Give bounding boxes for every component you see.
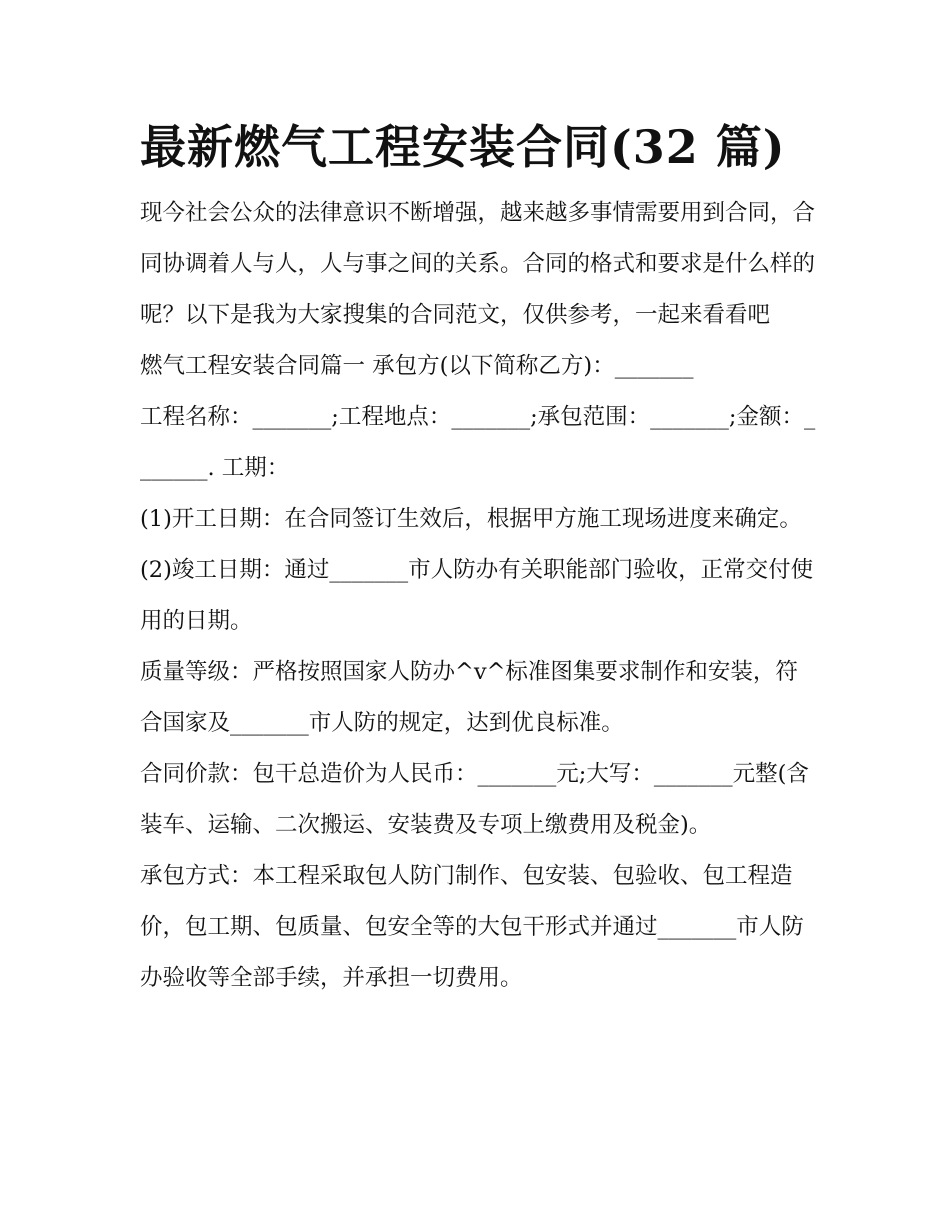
contract-heading-line: 燃气工程安装合同篇一 承包方(以下简称乙方)：_______	[140, 353, 694, 379]
price-paragraph: 合同价款：包干总造价为人民币：_______元;大写：_______元整(含装车、运输、二次搬运、安装费及专项上缴费用及税金)。	[140, 761, 809, 838]
contract-method-paragraph: 承包方式：本工程采取包人防门制作、包安装、包验收、包工程造价，包工期、包质量、包安全等的大包干形式并通过_______市人防办验收等全部手续，并承担一切费用。	[140, 863, 804, 991]
project-info-paragraph: 工程名称：_______;工程地点：_______;承包范围：_______;金额：_______. 工期：	[140, 404, 816, 481]
document-title: 最新燃气工程安装合同(32 篇)	[140, 120, 786, 174]
intro-paragraph: 现今社会公众的法律意识不断增强，越来越多事情需要用到合同，合同协调着人与人，人与事之间的关系。合同的格式和要求是什么样的呢？以下是我为大家搜集的合同范文，仅供参考，一起来看看吧	[140, 200, 816, 328]
quality-paragraph: 质量等级：严格按照国家人防办^v^标准图集要求制作和安装，符合国家及_______市人防的规定，达到优良标准。	[140, 659, 798, 736]
document-page	[140, 112, 820, 1004]
schedule-paragraph: (1)开工日期：在合同签订生效后，根据甲方施工现场进度来确定。 (2)竣工日期：通过_______市人防办有关职能部门验收，正常交付使用的日期。	[140, 506, 814, 634]
